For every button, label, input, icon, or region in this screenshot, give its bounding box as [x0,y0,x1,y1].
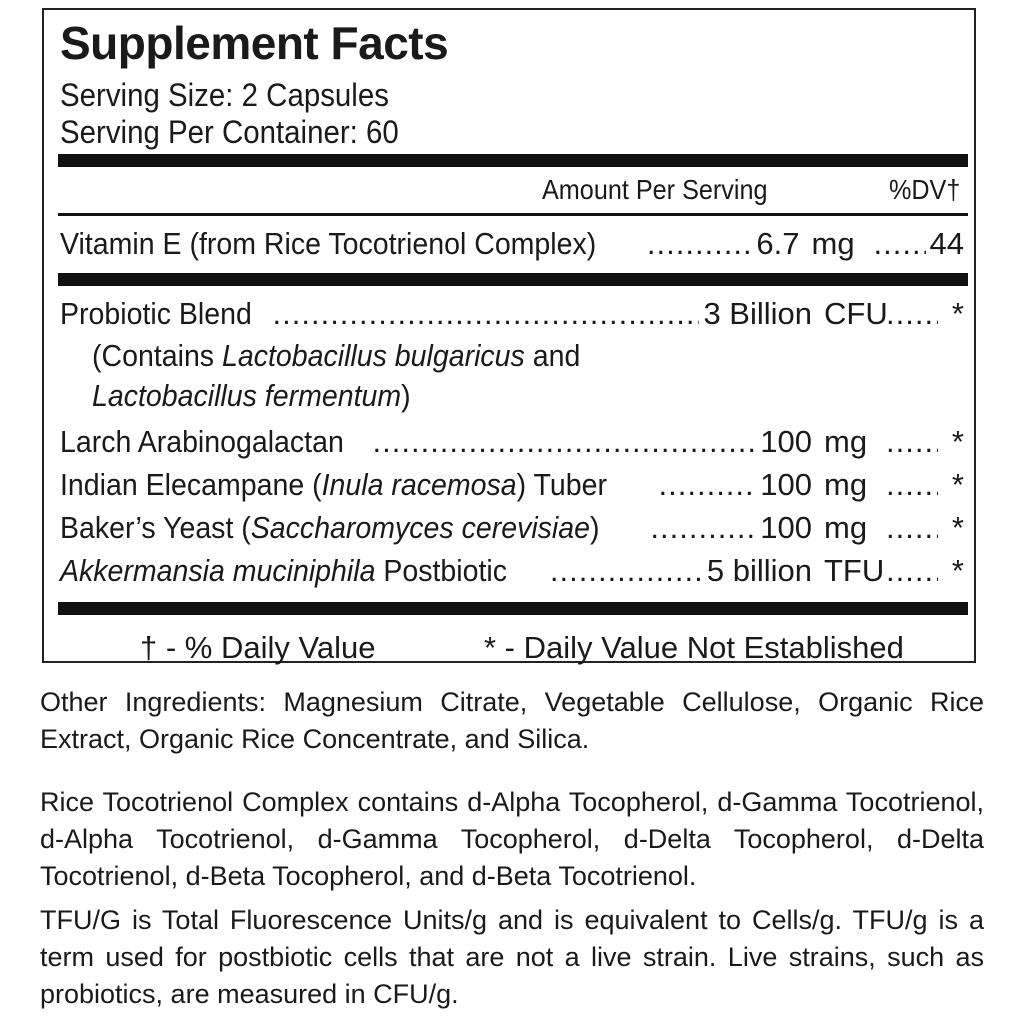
probiotic-contains-line-1: (Contains Lactobacillus bulgaricus and [92,338,581,373]
panel-title: Supplement Facts [60,17,449,69]
leader-dots [273,294,700,334]
nutrient-amount: 100 [760,510,812,545]
nutrient-unit: mg [811,226,855,261]
nutrient-amount: 3 Billion [703,296,812,331]
tfu-note: TFU/G is Total Fluorescence Units/g and is equivalent to Cells/g. TFU/g is a term used for postbiotic cells that are not a live strain. Live strains, such as probiotics, are measured in CFU/g. [40,905,984,1009]
nutrient-row-bakers-yeast [60,508,964,548]
nutrient-dv: * [951,467,964,502]
nutrient-dv: 44 [929,226,964,261]
nutrient-unit: mg [824,467,868,502]
amount-per-serving-header: Amount Per Serving [542,174,768,205]
nutrient-unit: CFU [824,296,888,331]
nutrient-label: Akkermansia muciniphila Postbiotic [60,553,508,588]
footnote-dv: † - % Daily Value [140,630,376,665]
nutrient-amount: 100 [760,467,812,502]
other-ingredients: Other Ingredients: Magnesium Citrate, Vegetable Cellulose, Organic Rice Extract, Organic Rice Concentrate, and Silica. [40,687,984,754]
nutrient-dv: * [951,296,964,331]
nutrient-unit: TFU [824,553,885,588]
leader-dots [886,465,938,505]
tocotrienol-note: Rice Tocotrienol Complex contains d-Alpha Tocopherol, d-Gamma Tocotrienol, d-Alpha Tocotrienol, d-Gamma Tocopherol, d-Delta Tocopherol, d-Delta Tocotrienol, d-Beta Tocopherol, and d-Beta Tocotrienol. [40,787,984,891]
divider-thin [58,213,968,216]
nutrient-amount: 5 billion [706,553,812,588]
nutrient-row-akkermansia [60,551,964,591]
leader-dots [650,508,756,548]
dv-header: %DV† [888,174,960,205]
nutrient-unit: mg [824,424,868,459]
nutrient-label: Vitamin E (from Rice Tocotrienol Complex) [60,226,597,261]
leader-dots [886,294,938,334]
nutrient-label: Larch Arabinogalactan [60,424,344,459]
nutrient-dv: * [951,510,964,545]
leader-dots [647,224,753,264]
supplement-facts-panel [42,8,976,663]
serving-size: Serving Size: 2 Capsules [60,77,389,113]
footnote-not-established: * - Daily Value Not Established [484,630,904,665]
leader-dots [659,465,757,505]
nutrient-row-vitamin-e [60,224,964,264]
leader-dots [550,551,703,591]
leader-dots [874,224,926,264]
leader-dots [886,508,938,548]
divider-thick-bottom [58,602,968,615]
nutrient-label: Indian Elecampane (Inula racemosa) Tuber [60,467,607,502]
nutrient-unit: mg [824,510,868,545]
nutrient-row-probiotic-blend [60,294,964,334]
leader-dots [373,422,757,462]
nutrient-dv: * [951,553,964,588]
nutrient-amount: 100 [760,424,812,459]
probiotic-contains-line-2: Lactobacillus fermentum) [92,378,411,413]
nutrient-label: Baker’s Yeast (Saccharomyces cerevisiae) [60,510,600,545]
divider-thick-middle [58,273,968,286]
leader-dots [886,422,938,462]
divider-thick-top [58,154,968,167]
nutrient-row-elecampane [60,465,964,505]
nutrient-label: Probiotic Blend [60,296,252,331]
nutrient-row-larch [60,422,964,462]
servings-per-container: Serving Per Container: 60 [60,114,399,150]
leader-dots [886,551,938,591]
nutrient-dv: * [951,424,964,459]
nutrient-amount: 6.7 [756,226,800,261]
